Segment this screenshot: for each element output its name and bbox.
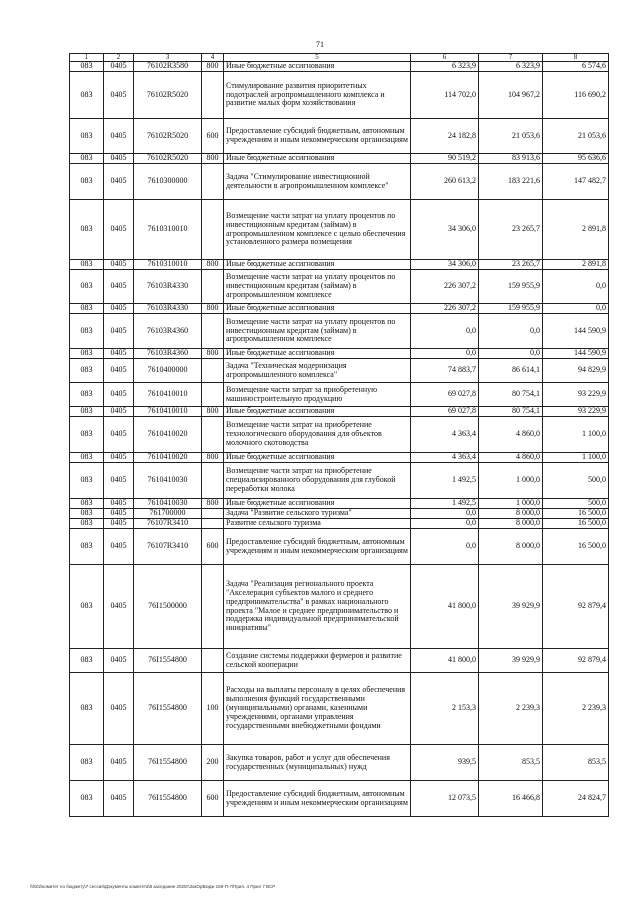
amount-year3-cell: 0,0 (543, 270, 609, 304)
amount-year1-cell: 12 073,5 (411, 781, 479, 817)
target-article-cell: 7610410020 (134, 417, 202, 453)
ministry-code-cell: 083 (70, 417, 104, 453)
table-row (70, 304, 609, 314)
amount-year1-cell: 1 492,5 (411, 463, 479, 499)
amount-year3-cell: 144 590,9 (543, 349, 609, 359)
amount-year3-cell: 1 100,0 (543, 417, 609, 453)
description-cell: Иные бюджетные ассигнования (224, 407, 411, 417)
ministry-code-cell: 083 (70, 453, 104, 463)
amount-year3-cell: 95 636,6 (543, 154, 609, 164)
section-code-cell: 0405 (104, 417, 134, 453)
table-row (70, 260, 609, 270)
table-row (70, 119, 609, 154)
ministry-code-cell: 083 (70, 119, 104, 154)
target-article-cell: 76102R5020 (134, 72, 202, 119)
amount-year1-cell: 0,0 (411, 519, 479, 529)
amount-year1-cell: 69 027,8 (411, 383, 479, 407)
target-article-cell: 7610410020 (134, 453, 202, 463)
description-cell: Создание системы поддержки фермеров и развитие сельской кооперации (224, 649, 411, 673)
target-article-cell: 76107R3410 (134, 519, 202, 529)
amount-year2-cell: 6 323,9 (479, 62, 543, 72)
amount-year3-cell: 92 879,4 (543, 649, 609, 673)
ministry-code-cell: 083 (70, 154, 104, 164)
amount-year1-cell: 69 027,8 (411, 407, 479, 417)
ministry-code-cell: 083 (70, 463, 104, 499)
table-row (70, 62, 609, 72)
expense-type-cell (202, 649, 224, 673)
target-article-cell: 7610410010 (134, 407, 202, 417)
section-code-cell: 0405 (104, 349, 134, 359)
expense-type-cell (202, 509, 224, 519)
table-row (70, 463, 609, 499)
section-code-cell: 0405 (104, 200, 134, 260)
expense-type-cell: 600 (202, 119, 224, 154)
description-cell: Возмещение части затрат на уплату процентов по инвестиционным кредитам (займам) в агропромышленном комплексе (224, 314, 411, 349)
header-cell: 2 (104, 54, 134, 62)
header-cell: 4 (202, 54, 224, 62)
section-code-cell: 0405 (104, 119, 134, 154)
header-cell: 7 (479, 54, 543, 62)
amount-year3-cell: 16 500,0 (543, 529, 609, 565)
amount-year3-cell: 500,0 (543, 499, 609, 509)
amount-year1-cell: 41 800,0 (411, 649, 479, 673)
amount-year2-cell: 159 955,9 (479, 270, 543, 304)
amount-year1-cell: 0,0 (411, 509, 479, 519)
amount-year2-cell: 80 754,1 (479, 383, 543, 407)
table-row (70, 407, 609, 417)
table-row (70, 164, 609, 200)
expense-type-cell: 800 (202, 453, 224, 463)
ministry-code-cell: 083 (70, 407, 104, 417)
target-article-cell: 7610410010 (134, 383, 202, 407)
expense-type-cell (202, 200, 224, 260)
target-article-cell: 7610310010 (134, 260, 202, 270)
section-code-cell: 0405 (104, 62, 134, 72)
ministry-code-cell: 083 (70, 200, 104, 260)
description-cell: Задача "Реализация регионального проекта "Акселерация субъектов малого и среднего предпринимательства" в рамках национального проекта "Малое и среднее предпринимательство и поддержка индивидуальной предпринимательской инициативы" (224, 565, 411, 649)
ministry-code-cell: 083 (70, 529, 104, 565)
section-code-cell: 0405 (104, 304, 134, 314)
amount-year1-cell: 1 492,5 (411, 499, 479, 509)
section-code-cell: 0405 (104, 781, 134, 817)
amount-year1-cell: 90 519,2 (411, 154, 479, 164)
section-code-cell: 0405 (104, 529, 134, 565)
expense-type-cell (202, 519, 224, 529)
target-article-cell: 76103R4360 (134, 314, 202, 349)
target-article-cell: 76102R5020 (134, 154, 202, 164)
ministry-code-cell: 083 (70, 519, 104, 529)
description-cell: Задача "Техническая модернизация агропромышленного комплекса" (224, 359, 411, 383)
page-number: 71 (316, 40, 324, 49)
ministry-code-cell: 083 (70, 745, 104, 781)
section-code-cell: 0405 (104, 270, 134, 304)
amount-year3-cell: 92 879,4 (543, 565, 609, 649)
expense-type-cell: 600 (202, 781, 224, 817)
ministry-code-cell: 083 (70, 164, 104, 200)
description-cell: Задача "Развитие сельского туризма" (224, 509, 411, 519)
header-cell: 5 (224, 54, 411, 62)
amount-year1-cell: 226 307,2 (411, 304, 479, 314)
amount-year1-cell: 24 182,8 (411, 119, 479, 154)
amount-year3-cell: 500,0 (543, 463, 609, 499)
expense-type-cell: 800 (202, 62, 224, 72)
target-article-cell: 76I1554800 (134, 649, 202, 673)
description-cell: Иные бюджетные ассигнования (224, 304, 411, 314)
footer-file-path: \\fs02\комитет по бюджету\7 сессия\Документы комитета\8 заседание 2020г\ЗакОрБюдж 159-П-7\Прил. 4 Прил 7 ВСР (30, 884, 276, 889)
description-cell: Возмещение части затрат за приобретенную машиностроительную продукцию (224, 383, 411, 407)
amount-year2-cell: 104 967,2 (479, 72, 543, 119)
description-cell: Возмещение части затрат на приобретение специализированного оборудования для глубокой переработки молока (224, 463, 411, 499)
ministry-code-cell: 083 (70, 499, 104, 509)
section-code-cell: 0405 (104, 383, 134, 407)
budget-table (69, 53, 609, 817)
table-row (70, 673, 609, 745)
section-code-cell: 0405 (104, 745, 134, 781)
ministry-code-cell: 083 (70, 72, 104, 119)
amount-year2-cell: 4 860,0 (479, 417, 543, 453)
amount-year1-cell: 0,0 (411, 529, 479, 565)
amount-year2-cell: 0,0 (479, 349, 543, 359)
description-cell: Предоставление субсидий бюджетным, автономным учреждениям и иным некоммерческим организациям (224, 119, 411, 154)
expense-type-cell: 600 (202, 529, 224, 565)
expense-type-cell: 200 (202, 745, 224, 781)
target-article-cell: 76102R3580 (134, 62, 202, 72)
expense-type-cell: 800 (202, 407, 224, 417)
amount-year3-cell: 94 829,9 (543, 359, 609, 383)
amount-year1-cell: 4 363,4 (411, 417, 479, 453)
amount-year1-cell: 939,5 (411, 745, 479, 781)
amount-year2-cell: 23 265,7 (479, 260, 543, 270)
table-row (70, 383, 609, 407)
table-row (70, 314, 609, 349)
amount-year2-cell: 0,0 (479, 314, 543, 349)
amount-year1-cell: 114 702,0 (411, 72, 479, 119)
expense-type-cell: 800 (202, 260, 224, 270)
table-row (70, 519, 609, 529)
expense-type-cell (202, 383, 224, 407)
amount-year3-cell: 16 500,0 (543, 519, 609, 529)
table-row (70, 509, 609, 519)
section-code-cell: 0405 (104, 164, 134, 200)
amount-year3-cell: 24 824,7 (543, 781, 609, 817)
amount-year3-cell: 2 891,8 (543, 200, 609, 260)
target-article-cell: 76107R3410 (134, 529, 202, 565)
table-row (70, 781, 609, 817)
section-code-cell: 0405 (104, 519, 134, 529)
description-cell: Развитие сельского туризма (224, 519, 411, 529)
ministry-code-cell: 083 (70, 383, 104, 407)
description-cell: Стимулирование развития приоритетных подотраслей агропромышленного комплекса и развитие малых форм хозяйствования (224, 72, 411, 119)
amount-year1-cell: 6 323,9 (411, 62, 479, 72)
expense-type-cell: 800 (202, 154, 224, 164)
amount-year3-cell: 144 590,9 (543, 314, 609, 349)
expense-type-cell: 800 (202, 304, 224, 314)
amount-year1-cell: 0,0 (411, 349, 479, 359)
description-cell: Иные бюджетные ассигнования (224, 453, 411, 463)
header-row (70, 54, 609, 62)
description-cell: Иные бюджетные ассигнования (224, 499, 411, 509)
description-cell: Возмещение части затрат на уплату процентов по инвестиционным кредитам (займам) в агропромышленном комплексе (224, 270, 411, 304)
description-cell: Закупка товаров, работ и услуг для обеспечения государственных (муниципальных) нужд (224, 745, 411, 781)
amount-year3-cell: 2 891,8 (543, 260, 609, 270)
header-cell: 3 (134, 54, 202, 62)
amount-year2-cell: 8 000,0 (479, 509, 543, 519)
target-article-cell: 7610300000 (134, 164, 202, 200)
section-code-cell: 0405 (104, 154, 134, 164)
amount-year3-cell: 0,0 (543, 304, 609, 314)
amount-year2-cell: 1 000,0 (479, 463, 543, 499)
amount-year1-cell: 74 883,7 (411, 359, 479, 383)
amount-year2-cell: 2 239,3 (479, 673, 543, 745)
description-cell: Иные бюджетные ассигнования (224, 62, 411, 72)
expense-type-cell (202, 164, 224, 200)
section-code-cell: 0405 (104, 453, 134, 463)
table-row (70, 417, 609, 453)
expense-type-cell: 800 (202, 349, 224, 359)
table-row (70, 565, 609, 649)
amount-year3-cell: 93 229,9 (543, 383, 609, 407)
table-row (70, 200, 609, 260)
expense-type-cell: 800 (202, 499, 224, 509)
amount-year3-cell: 16 500,0 (543, 509, 609, 519)
amount-year2-cell: 4 860,0 (479, 453, 543, 463)
table-row (70, 529, 609, 565)
amount-year3-cell: 6 574,6 (543, 62, 609, 72)
ministry-code-cell: 083 (70, 359, 104, 383)
amount-year1-cell: 2 153,3 (411, 673, 479, 745)
table-row (70, 349, 609, 359)
amount-year2-cell: 86 614,1 (479, 359, 543, 383)
expense-type-cell (202, 359, 224, 383)
ministry-code-cell: 083 (70, 260, 104, 270)
ministry-code-cell: 083 (70, 509, 104, 519)
table-row (70, 453, 609, 463)
target-article-cell: 76102R5020 (134, 119, 202, 154)
amount-year1-cell: 4 363,4 (411, 453, 479, 463)
amount-year2-cell: 853,5 (479, 745, 543, 781)
ministry-code-cell: 083 (70, 673, 104, 745)
amount-year2-cell: 21 053,6 (479, 119, 543, 154)
table-row (70, 72, 609, 119)
ministry-code-cell: 083 (70, 314, 104, 349)
ministry-code-cell: 083 (70, 565, 104, 649)
amount-year2-cell: 8 000,0 (479, 519, 543, 529)
amount-year1-cell: 34 306,0 (411, 260, 479, 270)
amount-year3-cell: 2 239,3 (543, 673, 609, 745)
expense-type-cell (202, 314, 224, 349)
header-cell: 8 (543, 54, 609, 62)
target-article-cell: 7610310010 (134, 200, 202, 260)
amount-year1-cell: 260 613,2 (411, 164, 479, 200)
amount-year2-cell: 23 265,7 (479, 200, 543, 260)
amount-year2-cell: 1 000,0 (479, 499, 543, 509)
section-code-cell: 0405 (104, 463, 134, 499)
section-code-cell: 0405 (104, 499, 134, 509)
header-cell: 6 (411, 54, 479, 62)
ministry-code-cell: 083 (70, 349, 104, 359)
expense-type-cell (202, 72, 224, 119)
expense-type-cell: 100 (202, 673, 224, 745)
target-article-cell: 76103R4330 (134, 304, 202, 314)
description-cell: Возмещение части затрат на уплату процентов по инвестиционным кредитам (займам) в агропромышленном комплексе с целью обеспечения установленного размера возмещения (224, 200, 411, 260)
ministry-code-cell: 083 (70, 62, 104, 72)
target-article-cell: 761700000 (134, 509, 202, 519)
section-code-cell: 0405 (104, 407, 134, 417)
amount-year1-cell: 41 800,0 (411, 565, 479, 649)
ministry-code-cell: 083 (70, 270, 104, 304)
amount-year2-cell: 39 929,9 (479, 649, 543, 673)
amount-year1-cell: 226 307,2 (411, 270, 479, 304)
amount-year2-cell: 159 955,9 (479, 304, 543, 314)
expense-type-cell (202, 270, 224, 304)
amount-year3-cell: 21 053,6 (543, 119, 609, 154)
target-article-cell: 7610410030 (134, 499, 202, 509)
expense-type-cell (202, 417, 224, 453)
description-cell: Иные бюджетные ассигнования (224, 349, 411, 359)
table-row (70, 745, 609, 781)
amount-year3-cell: 853,5 (543, 745, 609, 781)
target-article-cell: 76I1554800 (134, 745, 202, 781)
target-article-cell: 7610400000 (134, 359, 202, 383)
target-article-cell: 76I1554800 (134, 673, 202, 745)
section-code-cell: 0405 (104, 359, 134, 383)
amount-year2-cell: 83 913,6 (479, 154, 543, 164)
description-cell: Иные бюджетные ассигнования (224, 260, 411, 270)
description-cell: Предоставление субсидий бюджетным, автономным учреждениям и иным некоммерческим организациям (224, 781, 411, 817)
description-cell: Возмещение части затрат на приобретение технологического оборудования для объектов молочного скотоводства (224, 417, 411, 453)
section-code-cell: 0405 (104, 673, 134, 745)
description-cell: Задача "Стимулирование инвестиционной деятельности в агропромышленном комплексе" (224, 164, 411, 200)
section-code-cell: 0405 (104, 565, 134, 649)
description-cell: Иные бюджетные ассигнования (224, 154, 411, 164)
amount-year1-cell: 34 306,0 (411, 200, 479, 260)
amount-year2-cell: 16 466,8 (479, 781, 543, 817)
amount-year2-cell: 80 754,1 (479, 407, 543, 417)
amount-year3-cell: 93 229,9 (543, 407, 609, 417)
section-code-cell: 0405 (104, 509, 134, 519)
table-row (70, 154, 609, 164)
description-cell: Расходы на выплаты персоналу в целях обеспечения выполнения функций государственными (муниципальными) органами, казенными учреждениями, органами управления государственными внебюджетными фондами (224, 673, 411, 745)
section-code-cell: 0405 (104, 314, 134, 349)
section-code-cell: 0405 (104, 649, 134, 673)
target-article-cell: 76103R4330 (134, 270, 202, 304)
table-row (70, 499, 609, 509)
header-cell: 1 (70, 54, 104, 62)
ministry-code-cell: 083 (70, 304, 104, 314)
amount-year3-cell: 147 482,7 (543, 164, 609, 200)
amount-year3-cell: 116 690,2 (543, 72, 609, 119)
table-row (70, 270, 609, 304)
amount-year1-cell: 0,0 (411, 314, 479, 349)
table-row (70, 359, 609, 383)
target-article-cell: 76103R4360 (134, 349, 202, 359)
target-article-cell: 76I1500000 (134, 565, 202, 649)
ministry-code-cell: 083 (70, 781, 104, 817)
expense-type-cell (202, 565, 224, 649)
description-cell: Предоставление субсидий бюджетным, автономным учреждениям и иным некоммерческим организациям (224, 529, 411, 565)
section-code-cell: 0405 (104, 72, 134, 119)
amount-year2-cell: 8 000,0 (479, 529, 543, 565)
target-article-cell: 7610410030 (134, 463, 202, 499)
amount-year2-cell: 39 929,9 (479, 565, 543, 649)
section-code-cell: 0405 (104, 260, 134, 270)
target-article-cell: 76I1554800 (134, 781, 202, 817)
amount-year3-cell: 1 100,0 (543, 453, 609, 463)
amount-year2-cell: 183 221,6 (479, 164, 543, 200)
ministry-code-cell: 083 (70, 649, 104, 673)
table-row (70, 649, 609, 673)
expense-type-cell (202, 463, 224, 499)
